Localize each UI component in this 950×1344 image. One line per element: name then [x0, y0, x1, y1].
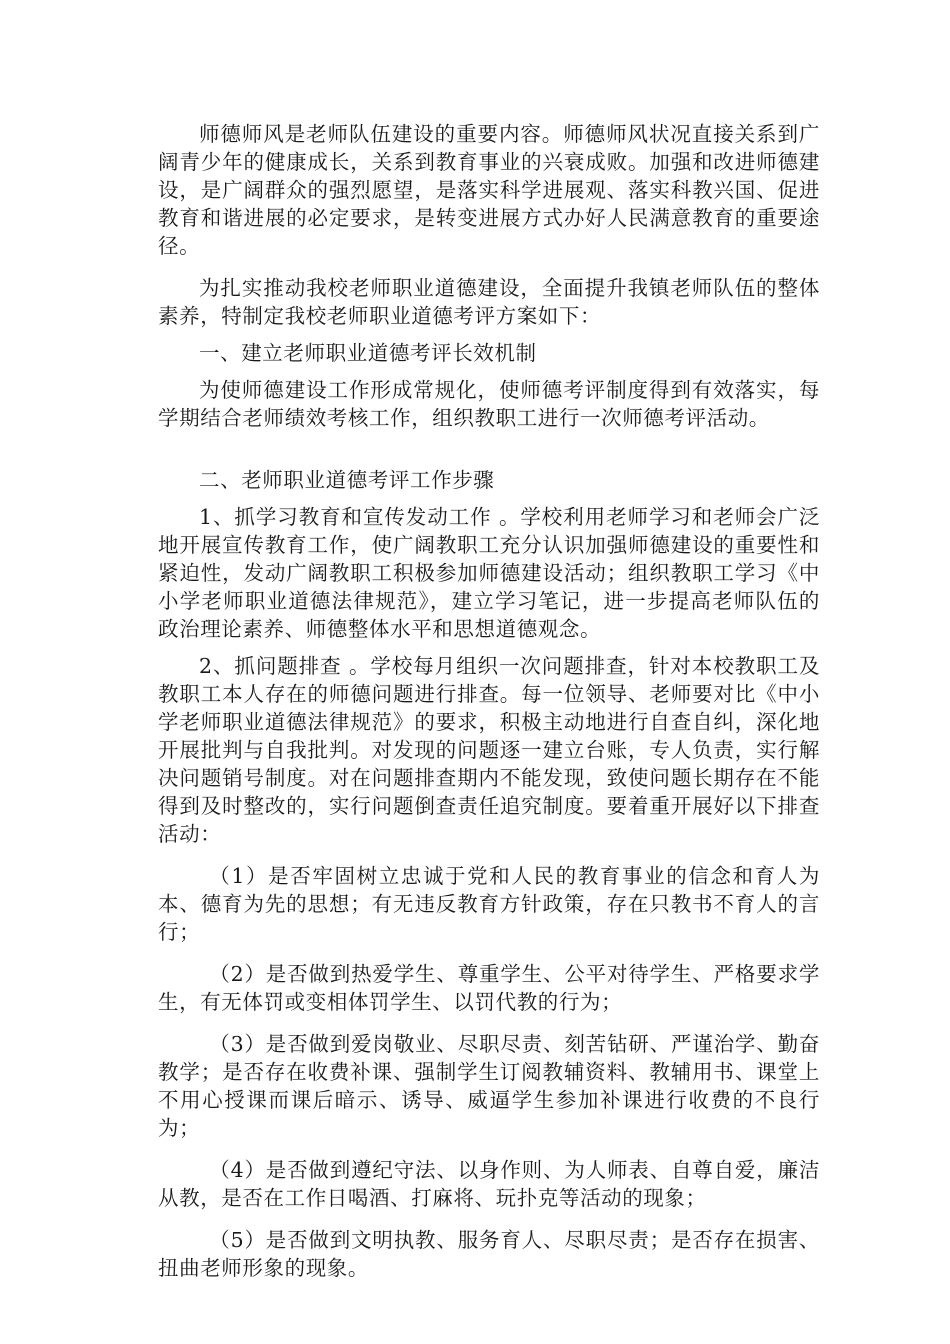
intro-paragraph: 师德师风是老师队伍建设的重要内容。师德师风状况直接关系到广阔青少年的健康成长，关系到教育事业的兴衰成败。加强和改进师德建设，是广阔群众的强烈愿望，是落实科学进展观、落实科教兴国、促进教育和谐进展的必定要求，是转变进展方式办好人民满意教育的重要途径。	[158, 122, 820, 258]
check-item-5: （5）是否做到文明执教、服务育人、尽职尽责；是否存在损害、扭曲老师形象的现象。	[158, 1228, 820, 1280]
section-heading-1: 一、建立老师职业道德考评长效机制	[199, 341, 537, 365]
check-item-3: （3）是否做到爱岗敬业、尽职尽责、刻苦钻研、严谨治学、勤奋教学；是否存在收费补课、强制学生订阅教辅资料、教辅用书、课堂上不用心授课而课后暗示、诱导、威逼学生参加补课进行收费的不良行为；	[158, 1032, 820, 1140]
document-page	[158, 120, 820, 1282]
section-heading-2: 二、老师职业道德考评工作步骤	[199, 468, 495, 492]
step-1-paragraph: 1、抓学习教育和宣传发动工作 。学校利用老师学习和老师会广泛地开展宣传教育工作，使广阔教职工充分认识加强师德建设的重要性和紧迫性，发动广阔教职工积极参加师德建设活动；组织教职工学习《中小学老师职业道德法律规范》，建立学习笔记，进一步提高老师队伍的政治理论素养、师德整体水平和思想道德观念。	[158, 505, 820, 641]
section-1-body: 为使师德建设工作形成常规化，使师德考评制度得到有效落实，每学期结合老师绩效考核工作，组织教职工进行一次师德考评活动。	[158, 378, 820, 430]
step-2-paragraph: 2、抓问题排查 。学校每月组织一次问题排查，针对本校教职工及教职工本人存在的师德问题进行排查。每一位领导、老师要对比《中小学老师职业道德法律规范》的要求，积极主动地进行自查自纠，深化地开展批判与自我批判。对发现的问题逐一建立台账，专人负责，实行解决问题销号制度。对在问题排查期内不能发现，致使问题长期存在不能得到及时整改的，实行问题倒查责任追究制度。要着重开展好以下排查活动：	[158, 654, 820, 846]
purpose-paragraph: 为扎实推动我校老师职业道德建设，全面提升我镇老师队伍的整体素养，特制定我校老师职业道德考评方案如下：	[158, 276, 820, 328]
check-item-1: （1）是否牢固树立忠诚于党和人民的教育事业的信念和育人为本、德育为先的思想；有无违反教育方针政策，存在只教书不育人的言行；	[158, 864, 820, 944]
check-item-4: （4）是否做到遵纪守法、以身作则、为人师表、自尊自爱，廉洁从教，是否在工作日喝酒、打麻将、玩扑克等活动的现象；	[158, 1158, 820, 1210]
check-item-2: （2）是否做到热爱学生、尊重学生、公平对待学生、严格要求学生，有无体罚或变相体罚学生、以罚代教的行为；	[158, 962, 820, 1014]
